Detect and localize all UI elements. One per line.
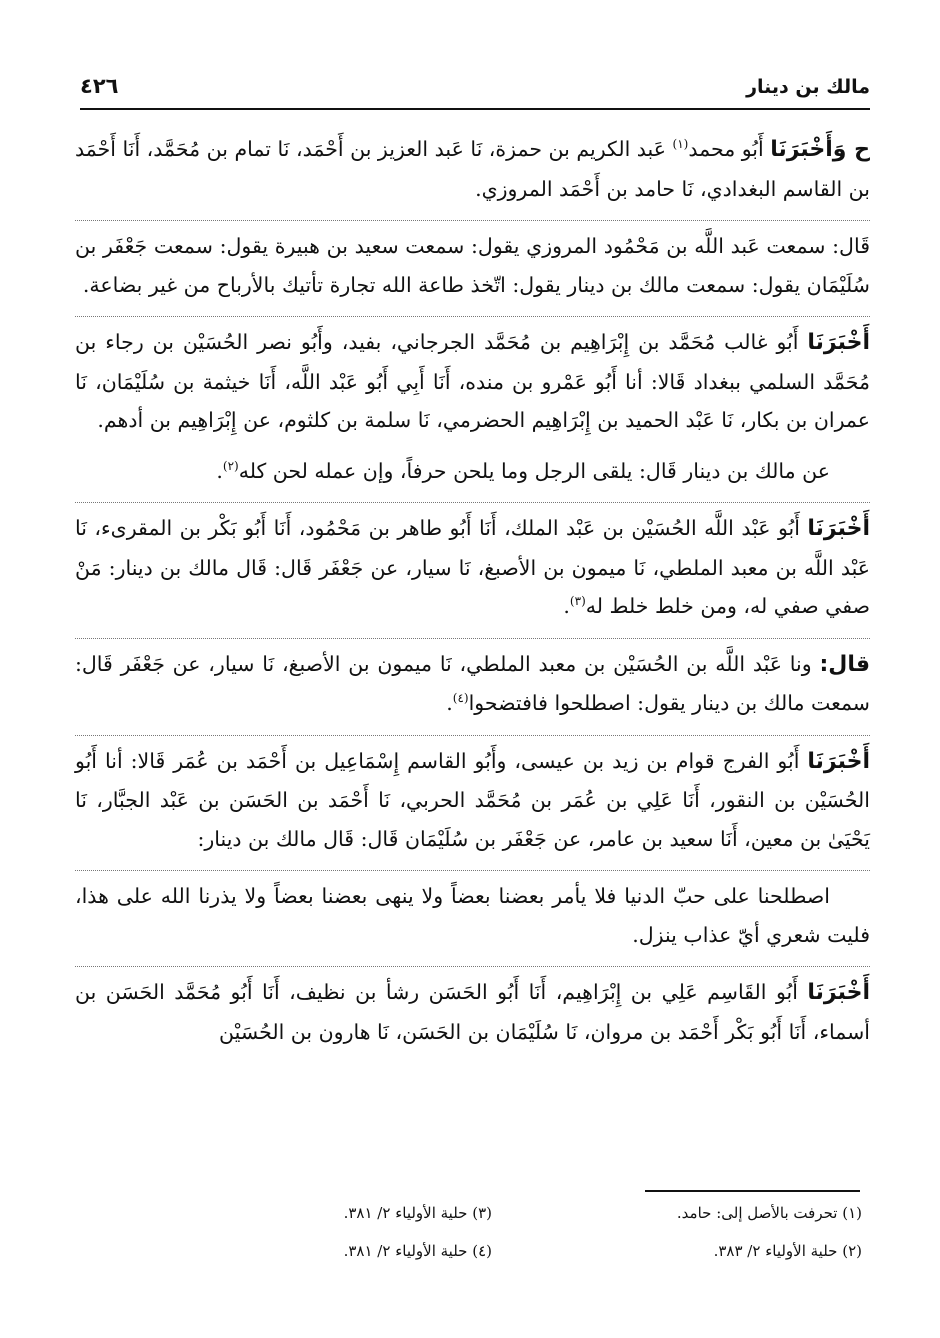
paragraph-text: عَبد الكريم بن حمزة، نَا عَبد العزيز بن أَحْمَد، نَا تمام بن مُحَمَّد، أَنَا أَحْمَد بن القاسم البغدادي، نَا حامد بن أَحْمَد المروزي.	[75, 137, 870, 201]
paragraph-text: قَال: سمعت عَبد اللَّه بن مَحْمُود المروزي يقول: سمعت سعيد بن هبيرة يقول: سمعت جَعْفَر بن سُلَيْمَان يقول: سمعت مالك بن دينار يقول: اتّخذ طاعة الله تجارة تأتيك بالأرباح من غير بضاعة.	[75, 234, 870, 297]
isnad-lead: قال:	[819, 651, 870, 677]
paragraph-2	[75, 220, 870, 304]
footnote-ref: (١)	[672, 137, 689, 152]
footnotes	[142, 1204, 862, 1274]
isnad-lead: أَخْبَرَنَا	[807, 748, 870, 774]
paragraph-text: أَبُو عَبْد اللَّه الحُسَيْن بن عَبْد الملك، أَنَا أَبُو طاهر بن مَحْمُود، أَنَا أَبُو بَكْر بن المقرىء، نَا عَبْد اللَّه بن معبد الملطي، نَا ميمون بن الأصبغ، نَا سيار، عن جَعْفَر قَال: قَال مالك بن دينار: مَنْ صفي صفي له، ومن خلط خلط له	[75, 516, 870, 618]
footnote-2: (٢) حلية الأولياء ٢/ ٣٨٣.	[713, 1242, 862, 1260]
paragraph-text: اصطلحنا على حبّ الدنيا فلا يأمر بعضنا بعضاً ولا ينهى بعضنا بعضاً ولا يذرنا الله على هذا، فليت شعري أيّ عذاب ينزل.	[75, 884, 870, 947]
isnad-lead: أَخْبَرَنَا	[807, 516, 870, 541]
paragraph-text: أَبُو القَاسِم عَلِي بن إِبْرَاهِيم، أَنَا أَبُو الحَسَن رشأ بن نظيف، أَنَا أَبُو مُحَمَّد الحَسَن بن أسماء، أَنَا أَبُو بَكْر أَحْمَد بن مروان، نَا سُلَيْمَان بن الحَسَن، نَا هارون بن الحُسَيْن	[75, 980, 870, 1044]
footnote-1: (١) تحرفت بالأصل إلى: حامد.	[676, 1204, 862, 1222]
footnote-ref: (٤)	[452, 691, 469, 706]
paragraph-text: عن مالك بن دينار قَال: يلقى الرجل وما يلحن حرفاً، وإن عمله لحن كله	[238, 458, 830, 483]
page-number: ٤٢٦	[80, 74, 119, 98]
paragraph-5	[75, 502, 870, 626]
footnote-3: (٣) حلية الأولياء ٢/ ٣٨١.	[343, 1204, 492, 1222]
paragraph-text: .	[216, 458, 223, 483]
paragraph-9	[75, 966, 870, 1051]
paragraph-text: أَبُو غالب مُحَمَّد بن إِبْرَاهِيم بن مُحَمَّد الجرجاني، بفيد، وأَبُو نصر الحُسَيْن بن رجاء بن مُحَمَّد السلمي ببغداد قَالا: أنا أَبُو عَمْرو بن منده، أَنَا أَبِي أَبُو عَبْد اللَّه، أَنَا خيثمة بن سُلَيْمَان، نَا عمران بن بكار، نَا عَبْد الحميد بن إِبْرَاهِيم الحضرمي، نَا سلمة بن كلثوم، عن إِبْرَاهِيم بن أدهم.	[75, 330, 870, 432]
footnote-ref: (٣)	[569, 594, 586, 609]
paragraph-7	[75, 735, 870, 859]
running-title: مالك بن دينار	[746, 76, 870, 98]
paragraph-text: ونا عَبْد اللَّه بن الحُسَيْن بن معبد الملطي، نَا ميمون بن الأصبغ، نَا سيار، عن جَعْفَر قَال: سمعت مالك بن دينار يقول: اصطلحوا فافتضحوا	[75, 651, 870, 715]
paragraph-text: .	[563, 594, 570, 618]
footnote-4: (٤) حلية الأولياء ٢/ ٣٨١.	[343, 1242, 492, 1260]
paragraph-8	[75, 870, 870, 954]
paragraph-text: أَبُو محمد	[688, 137, 771, 161]
paragraph-4	[75, 452, 870, 491]
paragraph-text: أَبُو الفرج قوام بن زيد بن عيسى، وأَبُو القاسم إِسْمَاعِيل بن أَحْمَد بن عُمَر قَالا: أنا أَبُو الحُسَيْن بن النقور، أَنَا عَلِي بن عُمَر بن مُحَمَّد الحربي، نَا أَحْمَد بن الحَسَن بن عَبْد الجبَّار، نَا يَحْيَىٰ بن معين، أَنَا سعيد بن عامر، عن جَعْفَر بن سُلَيْمَان قَال: قَال مالك بن دينار:	[75, 748, 870, 851]
paragraph-text: .	[446, 691, 453, 715]
paragraph-6	[75, 638, 870, 723]
footnote-ref: (٢)	[222, 458, 239, 473]
footnote-divider	[645, 1190, 860, 1192]
body-text	[75, 130, 870, 1063]
isnad-lead: أَخْبَرَنَا	[807, 980, 870, 1005]
paragraph-3	[75, 316, 870, 440]
isnad-lead: أَخْبَرَنَا	[807, 330, 870, 355]
page-header	[80, 72, 870, 110]
isnad-lead: ح وَأَخْبَرَنَا	[770, 137, 871, 162]
paragraph-1	[75, 130, 870, 208]
